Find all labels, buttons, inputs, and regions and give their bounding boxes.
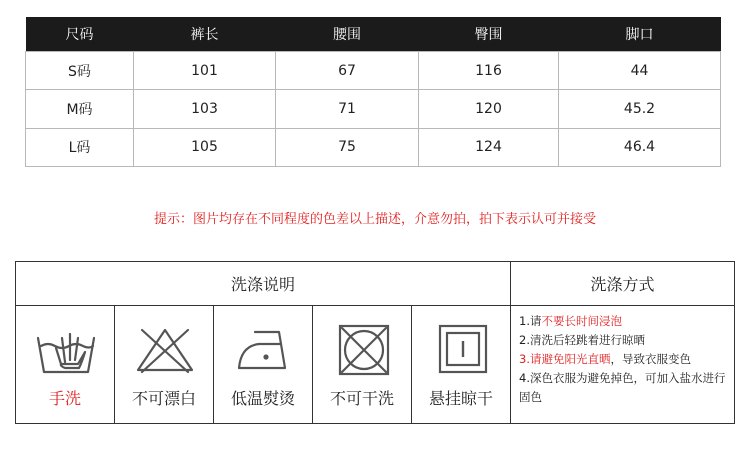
table-cell: 44 <box>559 52 721 90</box>
no-dry-clean-label: 不可干洗 <box>329 389 394 408</box>
color-difference-notice: 提示：图片均存在不同程度的色差以上描述，介意勿拍，拍下表示认可并接受 <box>153 212 596 227</box>
header-waist: 腰围 <box>276 17 419 52</box>
header-hip: 臀围 <box>419 17 559 52</box>
table-cell: S码 <box>26 52 134 90</box>
table-cell: 45.2 <box>559 90 721 128</box>
wash-method-notes <box>519 312 731 407</box>
care-symbols-title: 洗涤说明 <box>16 262 511 306</box>
wash-method-title: 洗涤方式 <box>511 262 734 306</box>
table-cell: L码 <box>26 128 134 166</box>
no-dry-clean-icon <box>332 324 394 376</box>
table-cell: 120 <box>419 90 559 128</box>
table-cell: 101 <box>134 52 276 90</box>
note-3 <box>519 350 731 369</box>
table-cell: 103 <box>134 90 276 128</box>
hand-wash-icon <box>35 324 97 376</box>
table-cell: 75 <box>276 128 419 166</box>
note-1 <box>519 312 731 331</box>
hang-dry-label: 悬挂晾干 <box>428 389 493 408</box>
table-cell: 46.4 <box>559 128 721 166</box>
care-cell-hand-wash <box>16 306 115 423</box>
no-bleach-icon <box>134 324 196 376</box>
table-cell: 116 <box>419 52 559 90</box>
low-iron-label: 低温熨烫 <box>230 389 295 408</box>
header-leg-opening: 脚口 <box>559 17 721 52</box>
care-cell-low-iron <box>214 306 313 423</box>
care-cell-no-bleach <box>115 306 214 423</box>
hand-wash-label: 手洗 <box>48 389 81 408</box>
low-iron-icon <box>233 324 295 376</box>
care-cell-no-dry-clean <box>313 306 412 423</box>
table-cell: 124 <box>419 128 559 166</box>
hang-dry-icon <box>431 324 493 376</box>
note-3-rest: ，导致衣服变色 <box>610 352 691 366</box>
note-1-warning: 不要长时间浸泡 <box>541 314 622 328</box>
care-symbols-row <box>16 306 511 423</box>
note-4: 4.深色衣服为避免掉色，可加入盐水进行固色 <box>519 371 726 404</box>
header-size: 尺码 <box>26 17 134 52</box>
note-2: 2.清洗后轻跳着进行晾晒 <box>519 333 645 347</box>
no-bleach-label: 不可漂白 <box>131 389 196 408</box>
table-cell: M码 <box>26 90 134 128</box>
note-3-warning: 3.请避免阳光直晒 <box>519 352 611 366</box>
table-row <box>26 90 721 128</box>
size-table <box>25 17 721 167</box>
table-cell: 67 <box>276 52 419 90</box>
care-instructions-table <box>15 261 735 424</box>
note-1-prefix: 1.请 <box>519 314 542 328</box>
table-row <box>26 52 721 90</box>
table-row <box>26 128 721 166</box>
header-pant-length: 裤长 <box>134 17 276 52</box>
size-table-header <box>26 17 721 52</box>
care-cell-hang-dry <box>412 306 511 423</box>
table-cell: 71 <box>276 90 419 128</box>
table-cell: 105 <box>134 128 276 166</box>
